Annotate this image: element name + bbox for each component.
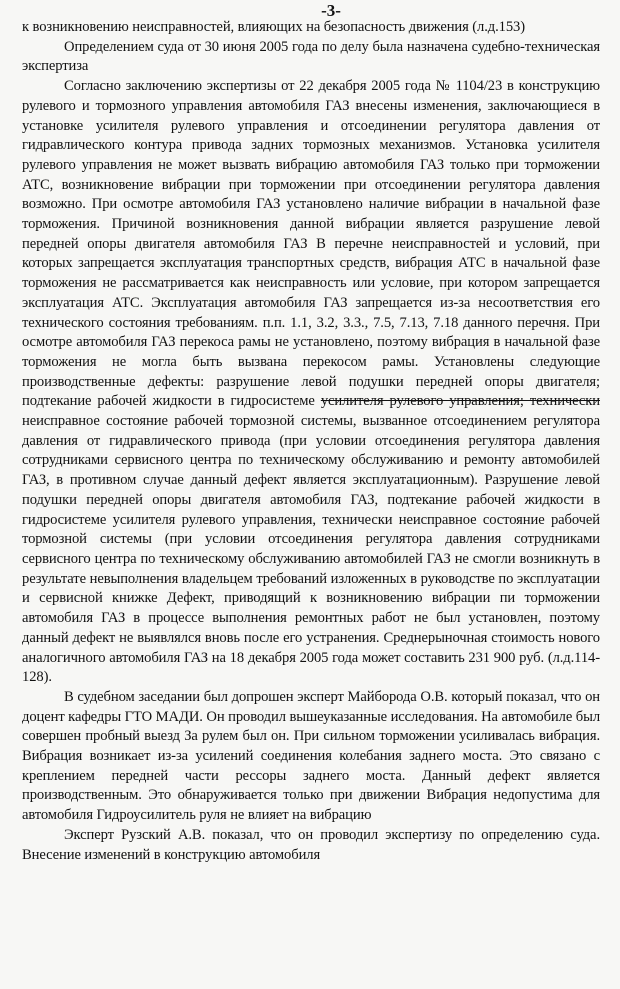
paragraph-expertise-conclusion — [22, 77, 600, 688]
paragraph-expert-ruzsky: Эксперт Рузский А.В. показал, что он проводил экспертизу по определению суда. Внесение изменений в конструкцию автомобиля — [22, 826, 600, 863]
expertise-text: Согласно заключению экспертизы от 22 декабря 2005 года № 1104/23 в конструкцию рулевого и тормозного управления автомобиля ГАЗ внесены изменения, заключающиеся в установке усилителя рулевого управления и отсоединении регулятора давления от гидравлического контура привода задних тормозных механизмов. Установка усилителя рулевого управления не может вызвать вибрацию автомобиля ГАЗ только при торможении АТС, возникновение вибрации при торможении при отсоединении регулятора давления возможно. При осмотре автомобиля ГАЗ установлено наличие вибрации в начальной фазе торможения. Причиной возникновения данной вибрации является разрушение левой передней опоры двигателя автомобиля ГАЗ В перечне неисправностей и условий, при которых запрещается эксплуатация транспортных средств, вибрация АТС в начальной фазе торможения не рассматривается как неисправность или условие, при котором запрещается эксплуатация АТС. Эксплуатация автомобиля ГАЗ запрещается из-за несоответствия его технического состояния требованиям. п.п. 1.1, 3.2, 3.3., 7.5, 7.13, 7.18 данного перечня. При осмотре автомобиля ГАЗ перекоса рамы не установлено, поэтому вибрация в начальной фазе торможения не могла быть вызвана перекосом рамы. Установлены следующие производственные дефекты: разрушение левой подушки передней опоры двигателя; подтекание рабочей жидкости в гидросистеме — [22, 78, 600, 410]
struck-out-text: усилителя рулевого управления; технически — [320, 393, 600, 410]
paragraph-expert-maiboroda: В судебном заседании был допрошен эксперт Майборода О.В. который показал, что он доцент кафедры ГТО МАДИ. Он проводил вышеуказанные исследования. На автомобиле был совершен пробный выезд За рулем был он. При сильном торможении усиливалась вибрация. Вибрация возникает из-за усилений соединения колебания заднего моста. Это связано с креплением передней части рессоры заднего моста. Данный дефект является производственным. Это обнаруживается только при движении Вибрация недопустима для автомобиля Гидроусилитель руля не влияет на вибрацию — [22, 688, 600, 824]
paragraph-court-ruling: Определением суда от 30 июня 2005 года по делу была назначена судебно-техническая экспертиза — [22, 38, 600, 75]
page-number: -3- — [321, 1, 341, 20]
expertise-text-continued: неисправное состояние рабочей тормозной системы, вызванное отсоединением регулятора давления от гидравлического привода (при условии отсоединения регулятора давления сотрудниками сервисного центра по техническому обслуживанию и ремонту автомобилей ГАЗ, в противном случае данный дефект является эксплуатационным). Разрушение левой подушки передней опоры двигателя автомобиля ГАЗ, подтекание рабочей жидкости в гидросистеме усилителя рулевого управления, технически неисправное состояние рабочей тормозной системы (при условии отсоединения регулятора давления сотрудниками сервисного центра по техническому обслуживанию автомобилей ГАЗ не смогли возникнуть в результате невыполнения владельцем требований изложенных в руководстве по эксплуатации и сервисной книжке Дефект, приводящий к возникновению вибрации пи торможении автомобиля ГАЗ в процессе выполнения ремонтных работ не был установлен, поэтому данный дефект не выявлялся вновь после его устранения. Среднерыночная стоимость нового аналогичного автомобиля ГАЗ на 18 декабря 2005 года может составить 231 900 руб. (л.д.114-128). — [22, 413, 600, 686]
paragraph-continuation: к возникновению неисправностей, влияющих на безопасность движения (л.д.153) — [22, 19, 526, 35]
